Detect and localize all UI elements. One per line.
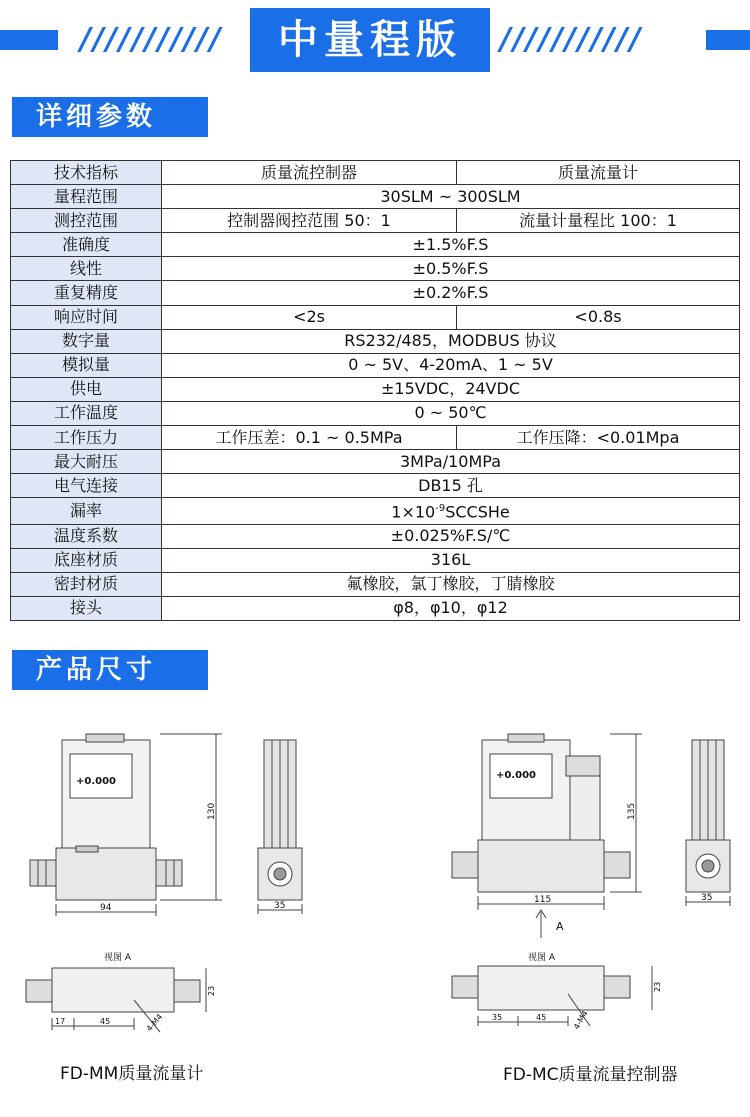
row-label: 响应时间 bbox=[11, 305, 162, 329]
table-row bbox=[11, 498, 740, 524]
row-label: 最大耐压 bbox=[11, 450, 162, 474]
row-label: 模拟量 bbox=[11, 353, 162, 377]
row-label: 电气连接 bbox=[11, 474, 162, 498]
table-row bbox=[11, 329, 740, 353]
row-value: ±1.5%F.S bbox=[162, 233, 740, 257]
mc-bottom-view bbox=[452, 966, 652, 1026]
mm-display-readout: +0.000 bbox=[76, 776, 117, 787]
row-label: 线性 bbox=[11, 257, 162, 281]
banner-bar-left bbox=[0, 30, 58, 50]
mm-dim-bottom-h: 23 bbox=[207, 985, 216, 996]
row-label: 量程范围 bbox=[11, 185, 162, 209]
mm-dim-side: 35 bbox=[274, 901, 286, 911]
mc-arrow-label: A bbox=[556, 920, 564, 933]
row-label: 温度系数 bbox=[11, 524, 162, 548]
banner-slashes-left: /////////// bbox=[80, 22, 223, 57]
mm-bottom-view bbox=[26, 968, 206, 1032]
row-value: 流量计量程比 100：1 bbox=[457, 209, 740, 233]
leak-rate-exponent: -9 bbox=[435, 503, 446, 515]
mc-dim-side: 35 bbox=[701, 893, 713, 903]
row-value: 工作压差：0.1 ~ 0.5MPa bbox=[162, 426, 457, 450]
table-row bbox=[11, 596, 740, 620]
row-value: DB15 孔 bbox=[162, 474, 740, 498]
row-value: <2s bbox=[162, 305, 457, 329]
mc-dim-bottom-h: 23 bbox=[653, 981, 662, 992]
mm-hole-label: 4-M4 bbox=[144, 1012, 165, 1034]
mm-dim-width: 94 bbox=[100, 903, 112, 913]
mm-front-view bbox=[30, 734, 222, 916]
table-row bbox=[11, 426, 740, 450]
mm-dim-bottom-a: 17 bbox=[55, 1017, 66, 1026]
mm-view-label: 视图 A bbox=[104, 953, 132, 963]
row-label: 漏率 bbox=[11, 498, 162, 524]
row-label: 准确度 bbox=[11, 233, 162, 257]
row-label: 密封材质 bbox=[11, 572, 162, 596]
row-label: 工作压力 bbox=[11, 426, 162, 450]
table-row bbox=[11, 257, 740, 281]
table-row bbox=[11, 572, 740, 596]
mc-dim-bottom-b: 45 bbox=[536, 1013, 547, 1022]
column-header: 质量流量计 bbox=[457, 161, 740, 185]
column-header: 技术指标 bbox=[11, 161, 162, 185]
row-value: 30SLM ~ 300SLM bbox=[162, 185, 740, 209]
row-value: 316L bbox=[162, 548, 740, 572]
section-heading-params: 详细参数 bbox=[12, 97, 208, 137]
row-value bbox=[162, 498, 740, 524]
leak-rate-unit: SCCSHe bbox=[445, 502, 510, 522]
leak-rate-base: 1×10 bbox=[391, 502, 436, 522]
banner-slashes-right: /////////// bbox=[500, 22, 643, 57]
table-row bbox=[11, 209, 740, 233]
row-label: 测控范围 bbox=[11, 209, 162, 233]
row-value: 控制器阀控范围 50：1 bbox=[162, 209, 457, 233]
row-value: RS232/485，MODBUS 协议 bbox=[162, 329, 740, 353]
mc-dim-bottom-a: 35 bbox=[492, 1013, 503, 1022]
row-value: ±0.025%F.S/℃ bbox=[162, 524, 740, 548]
table-row bbox=[11, 185, 740, 209]
row-label: 数字量 bbox=[11, 329, 162, 353]
table-row bbox=[11, 233, 740, 257]
mc-display-readout: +0.000 bbox=[496, 770, 537, 781]
row-value: 0 ~ 5V、4-20mA、1 ~ 5V bbox=[162, 353, 740, 377]
row-label: 重复精度 bbox=[11, 281, 162, 305]
row-value: ±0.2%F.S bbox=[162, 281, 740, 305]
row-value: 0 ~ 50℃ bbox=[162, 401, 740, 425]
page-title: 中量程版 bbox=[250, 8, 490, 72]
row-value: <0.8s bbox=[457, 305, 740, 329]
row-label: 工作温度 bbox=[11, 401, 162, 425]
table-row bbox=[11, 524, 740, 548]
table-row bbox=[11, 450, 740, 474]
column-header: 质量流控制器 bbox=[162, 161, 457, 185]
mc-caption: FD-MC质量流量控制器 bbox=[503, 1065, 678, 1085]
row-value: ±15VDC，24VDC bbox=[162, 377, 740, 401]
row-value: φ8，φ10，φ12 bbox=[162, 596, 740, 620]
dimension-drawings bbox=[0, 700, 750, 1117]
mc-view-label: 视图 A bbox=[528, 953, 556, 963]
mc-side-view bbox=[686, 740, 730, 906]
spec-table bbox=[10, 160, 740, 621]
header-banner bbox=[0, 8, 750, 72]
row-label: 底座材质 bbox=[11, 548, 162, 572]
table-row bbox=[11, 281, 740, 305]
mm-side-view bbox=[258, 740, 302, 914]
mm-caption: FD-MM质量流量计 bbox=[60, 1064, 204, 1084]
mm-dim-height: 130 bbox=[207, 802, 217, 820]
table-row bbox=[11, 474, 740, 498]
row-value: 3MPa/10MPa bbox=[162, 450, 740, 474]
banner-bar-right bbox=[706, 30, 750, 50]
row-value: ±0.5%F.S bbox=[162, 257, 740, 281]
mm-dim-bottom-b: 45 bbox=[100, 1017, 111, 1026]
mc-front-view bbox=[452, 734, 642, 938]
table-row bbox=[11, 401, 740, 425]
row-value: 工作压降：<0.01Mpa bbox=[457, 426, 740, 450]
table-header-row bbox=[11, 161, 740, 185]
mc-hole-label: 4-M4 bbox=[571, 1009, 590, 1031]
row-label: 供电 bbox=[11, 377, 162, 401]
table-row bbox=[11, 353, 740, 377]
row-label: 接头 bbox=[11, 596, 162, 620]
table-row bbox=[11, 377, 740, 401]
table-row bbox=[11, 305, 740, 329]
mc-dim-width: 115 bbox=[534, 895, 552, 905]
mc-dim-height: 135 bbox=[627, 802, 637, 820]
row-value: 氟橡胶，氯丁橡胶，丁腈橡胶 bbox=[162, 572, 740, 596]
section-heading-size: 产品尺寸 bbox=[12, 650, 208, 690]
table-row bbox=[11, 548, 740, 572]
